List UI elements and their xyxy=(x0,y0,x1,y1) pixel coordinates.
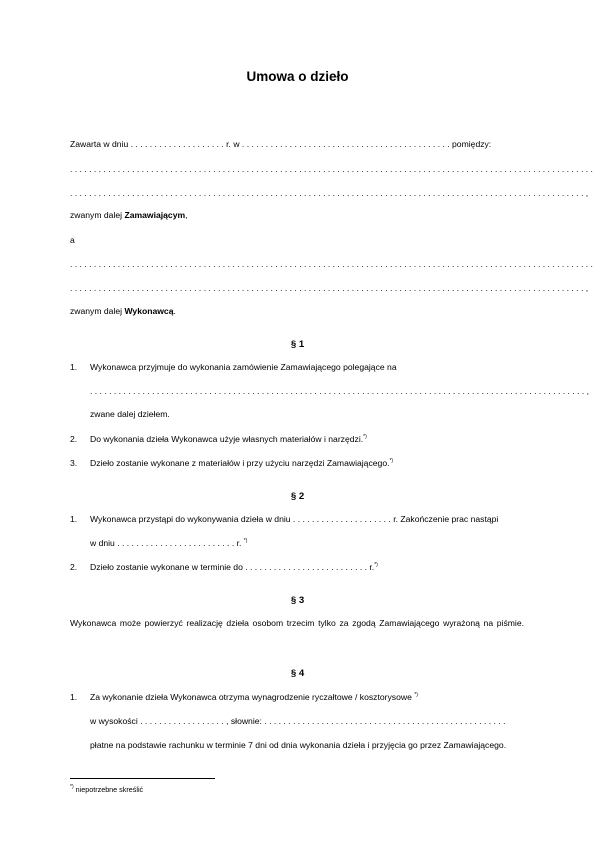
item-number: 1. xyxy=(70,692,78,702)
footnote xyxy=(70,784,143,794)
called-prefix: zwanym dalej xyxy=(70,210,125,220)
item-text: w wysokości . . . . . . . . . . . . . . . . . . , słownie: . . . . . . . . . . . . . . . . . . . . . . . . . . . . . . . . . . . . . . . . . . . . . . . . . . . xyxy=(90,716,506,726)
contractor-name: Wykonawcą xyxy=(124,306,174,316)
client-called-line xyxy=(70,210,188,220)
footnote-mark: *) xyxy=(243,538,248,544)
footnote-mark: *) xyxy=(363,434,367,440)
item-number: 2. xyxy=(70,562,78,572)
footnote-separator xyxy=(70,778,215,779)
footnote-mark: *) xyxy=(374,562,378,568)
contractor-called-line xyxy=(70,306,176,316)
client-name: Zamawiającym xyxy=(124,210,186,220)
footnote-mark: *) xyxy=(389,458,394,464)
item-text-body: Dzieło zostanie wykonane w terminie do . . . . . . . . . . . . . . . . . . . . . . . . . . r. xyxy=(90,562,375,572)
contractor-suffix: . xyxy=(173,306,176,316)
footnote-text: niepotrzebne skreślić xyxy=(73,785,144,794)
item-text xyxy=(90,692,418,702)
item-text xyxy=(90,562,378,572)
footnote-mark: *) xyxy=(70,784,74,790)
called-prefix: zwanym dalej xyxy=(70,306,125,316)
dotted-line: . . . . . . . . . . . . . . . . . . . . . . . . . . . . . . . . . . . . . . . . . . . . . . . . . . . . . . . . . . . . . . . . . . . . . . . . . . . . . . . . . . . . . . . . . . . . . . . . . . . . . . . . , xyxy=(90,386,590,396)
item-text xyxy=(90,434,367,444)
item-text xyxy=(90,458,393,468)
item-text: zwane dalej dziełem. xyxy=(90,409,170,419)
item-text: Wykonawca przystąpi do wykonywania dzieła w dniu . . . . . . . . . . . . . . . . . . . . . r. Zakończenie prac nastąpi xyxy=(90,514,499,524)
item-text: płatne na podstawie rachunku w terminie 7 dni od dnia wykonania dzieła i przyjęcia go przez Zamawiającego. xyxy=(90,740,507,750)
dotted-line: . . . . . . . . . . . . . . . . . . . . . . . . . . . . . . . . . . . . . . . . . . . . . . . . . . . . . . . . . . . . . . . . . . . . . . . . . . . . . . . . . . . . . . . . . . . . . . . . . . . . . . . . . . . . . . xyxy=(70,164,593,174)
document-title: Umowa o dzieło xyxy=(246,69,349,84)
item-number: 1. xyxy=(70,362,78,372)
and-word: a xyxy=(70,235,75,245)
section-heading: § 4 xyxy=(290,668,305,679)
client-suffix: , xyxy=(185,210,188,220)
section-heading: § 3 xyxy=(290,595,305,606)
item-number: 2. xyxy=(70,434,78,444)
footnote-mark: *) xyxy=(414,692,418,698)
item-text-body: Dzieło zostanie wykonane z materiałów i przy użyciu narzędzi Zamawiającego. xyxy=(90,458,390,468)
dotted-line: . . . . . . . . . . . . . . . . . . . . . . . . . . . . . . . . . . . . . . . . . . . . . . . . . . . . . . . . . . . . . . . . . . . . . . . . . . . . . . . . . . . . . . . . . . . . . . . . . . . . . . . . . . . . . . xyxy=(70,259,593,269)
item-text-body: Za wykonanie dzieła Wykonawca otrzyma wynagrodzenie ryczałtowe / kosztorysowe xyxy=(90,692,412,702)
section-heading: § 1 xyxy=(290,339,305,350)
item-text xyxy=(90,538,247,548)
section-paragraph: Wykonawca może powierzyć realizację dzieła osobom trzecim tylko za zgodą Zamawiającego wyrażoną na piśmie. xyxy=(70,618,524,628)
dotted-line: . . . . . . . . . . . . . . . . . . . . . . . . . . . . . . . . . . . . . . . . . . . . . . . . . . . . . . . . . . . . . . . . . . . . . . . . . . . . . . . . . . . . . . . . . . . . . . . . . . . . . . . . . . . . , xyxy=(70,188,589,198)
dotted-line: . . . . . . . . . . . . . . . . . . . . . . . . . . . . . . . . . . . . . . . . . . . . . . . . . . . . . . . . . . . . . . . . . . . . . . . . . . . . . . . . . . . . . . . . . . . . . . . . . . . . . . . . . . . . , xyxy=(70,283,589,293)
concluded-line: Zawarta w dniu . . . . . . . . . . . . . . . . . . . . r. w . . . . . . . . . . . . . . . . . . . . . . . . . . . . . . . . . . . . . . . . . . . . pomiędzy: xyxy=(70,139,492,149)
item-text-body: Do wykonania dzieła Wykonawca użyje własnych materiałów i narzędzi. xyxy=(90,434,364,444)
item-text: Wykonawca przyjmuje do wykonania zamówienie Zamawiającego polegające na xyxy=(90,362,397,372)
item-number: 1. xyxy=(70,514,78,524)
item-number: 3. xyxy=(70,458,78,468)
section-heading: § 2 xyxy=(290,491,305,502)
item-text-body: w dniu . . . . . . . . . . . . . . . . . . . . . . . . . r. xyxy=(90,538,242,548)
